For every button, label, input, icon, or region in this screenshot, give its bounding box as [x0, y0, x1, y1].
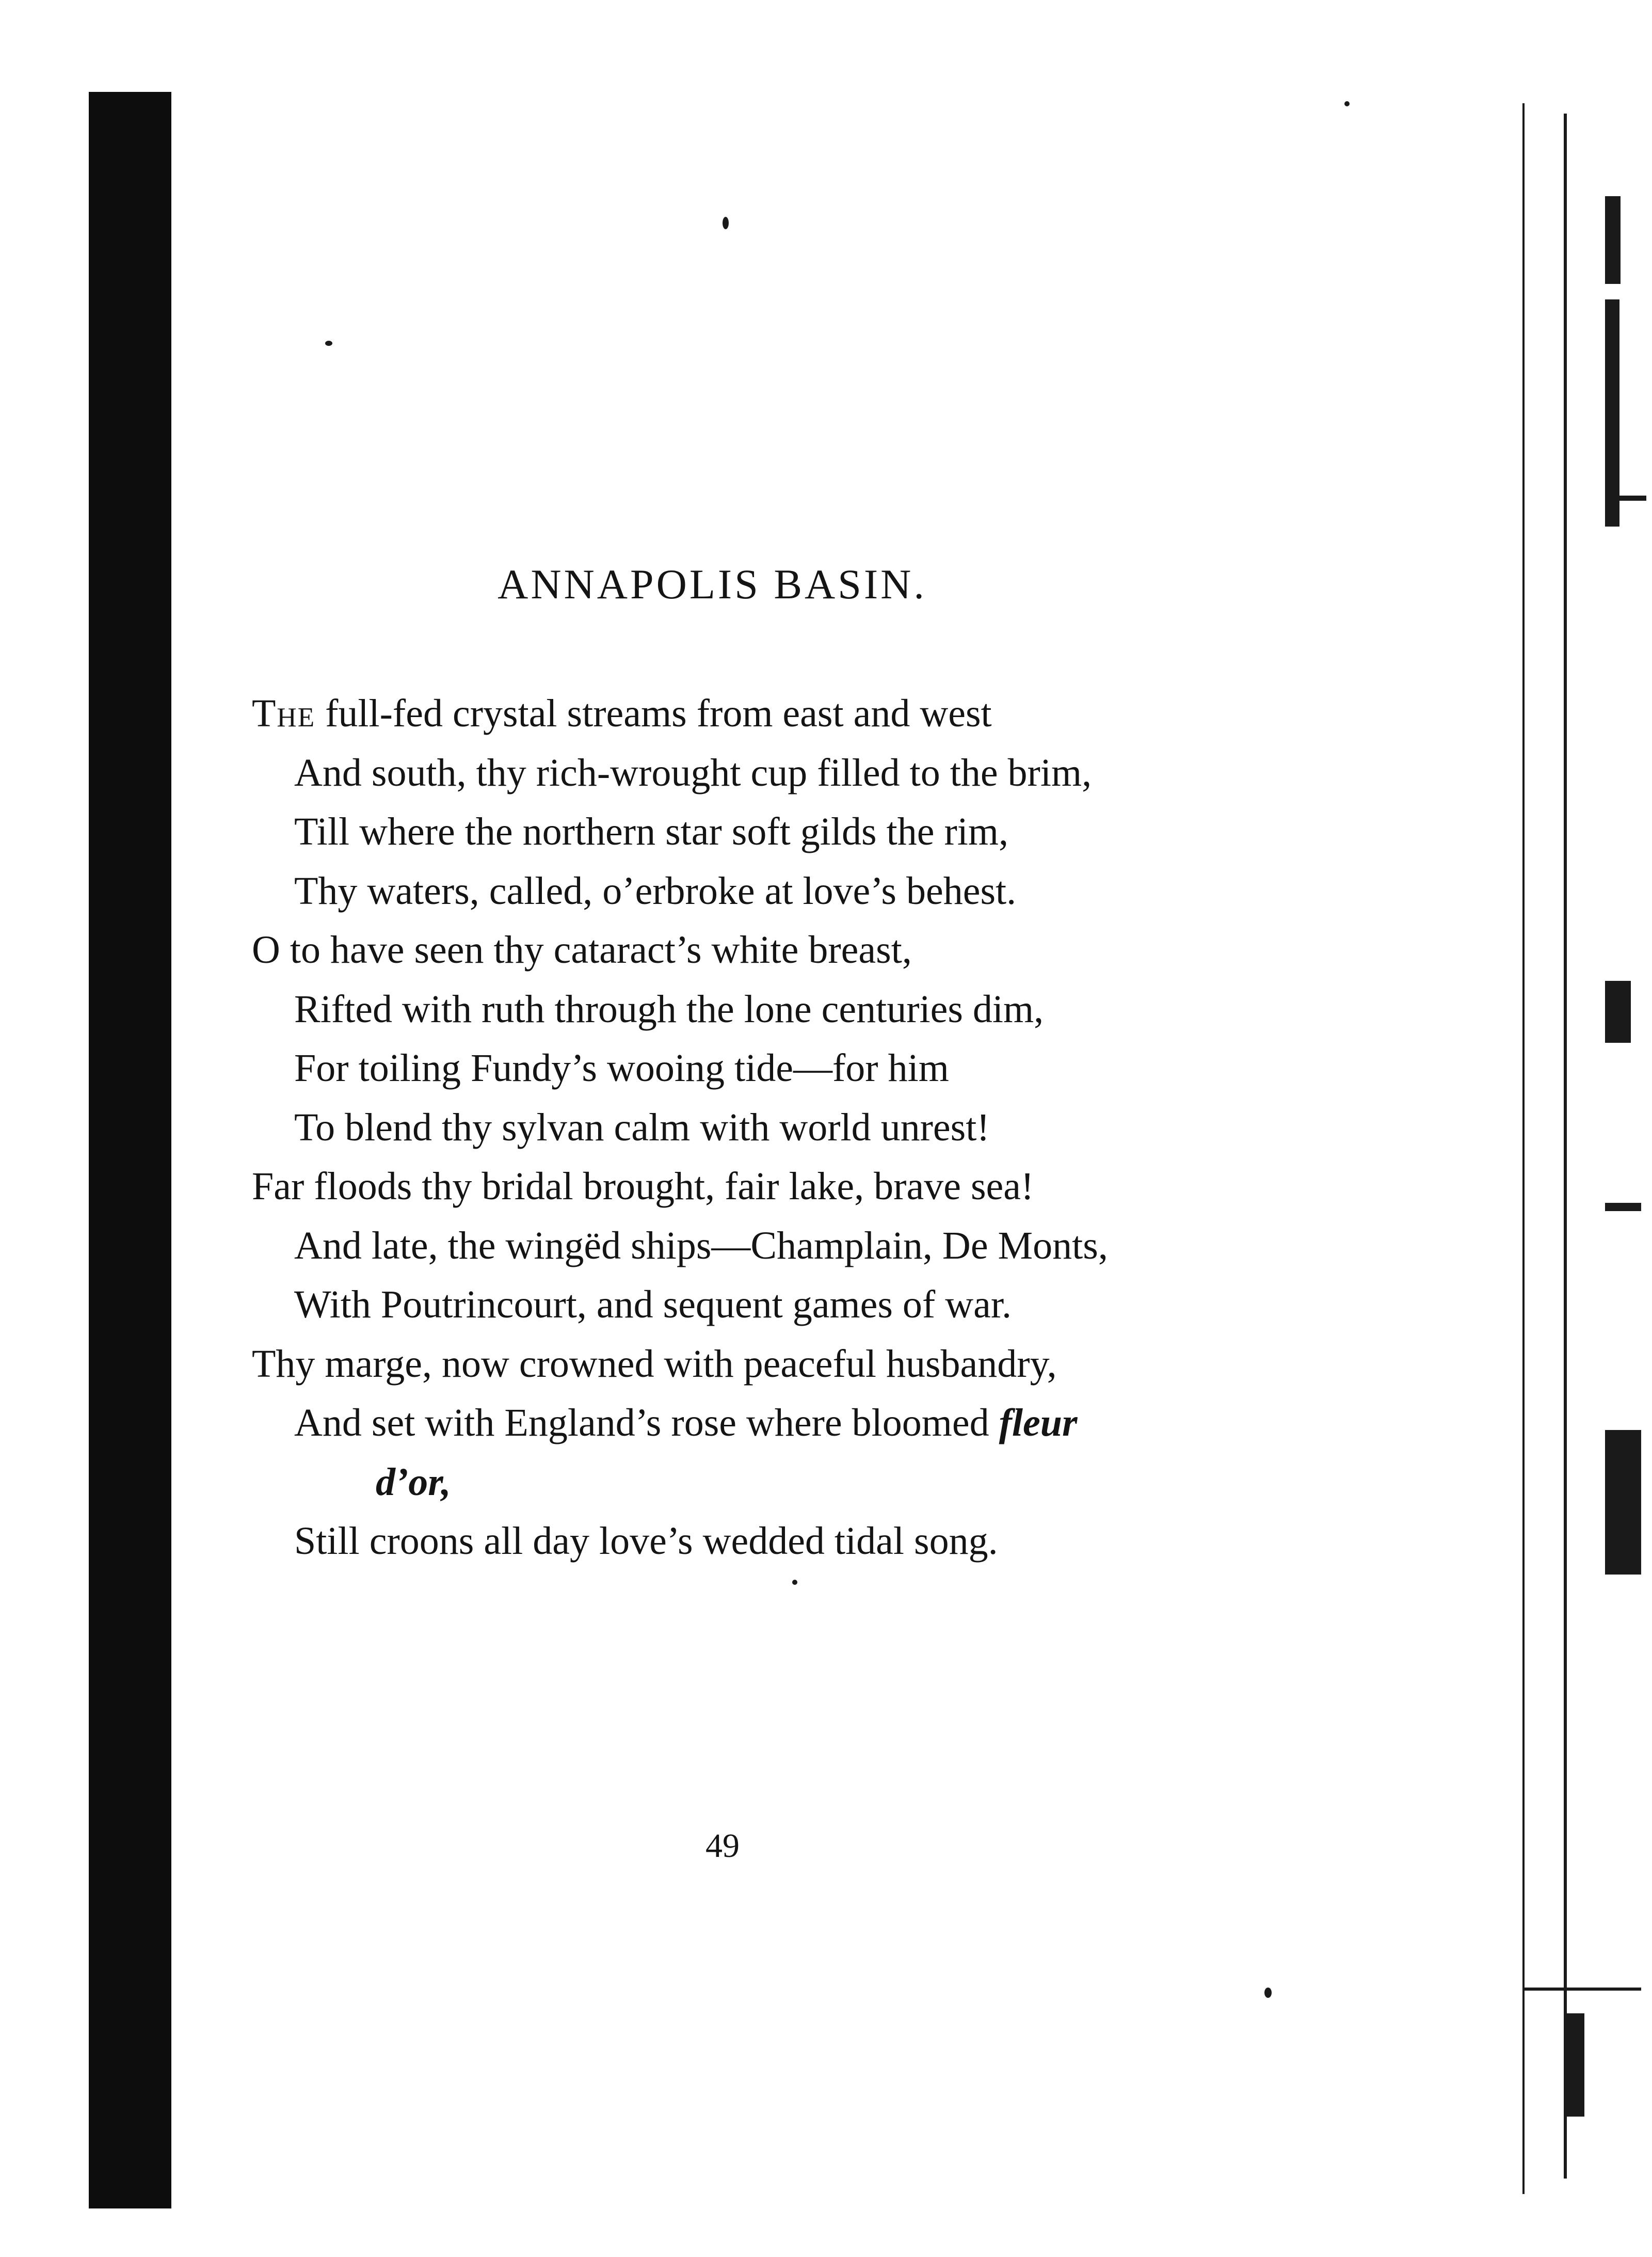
poem-line: Rifted with ruth through the lone centuries dim, — [294, 987, 1044, 1031]
poem-line: For toiling Fundy’s wooing tide—for him — [294, 1046, 949, 1090]
poem-line: And late, the wingëd ships—Champlain, De Monts, — [294, 1223, 1108, 1267]
poem-line — [252, 1393, 1439, 1453]
poem-line: And south, thy rich-wrought cup filled to the brim, — [294, 751, 1092, 794]
poem-line: With Poutrincourt, and sequent games of war. — [294, 1283, 1012, 1326]
poem-line: Thy waters, called, o’erbroke at love’s behest. — [294, 869, 1017, 913]
poem-title: ANNAPOLIS BASIN. — [498, 561, 927, 608]
italic-phrase-continuation: d’or, — [376, 1460, 451, 1504]
poem-line: To blend thy sylvan calm with world unrest! — [294, 1105, 990, 1149]
poem-line: O to have seen thy cataract’s white breast, — [252, 928, 912, 972]
poem-line-text: And set with England’s rose where bloomed — [294, 1401, 999, 1444]
poem-first-word: The — [252, 692, 316, 735]
poem-line — [252, 684, 1439, 743]
poem-line: Till where the northern star soft gilds the rim, — [294, 810, 1008, 853]
page-number: 49 — [705, 1827, 740, 1865]
poem-line: Still croons all day love’s wedded tidal song. — [294, 1519, 998, 1563]
poem-line: Far floods thy bridal brought, fair lake, brave sea! — [252, 1165, 1034, 1208]
adjacent-page-edge — [1522, 103, 1646, 2220]
poem-body — [252, 684, 1439, 1571]
italic-phrase: fleur — [999, 1401, 1078, 1444]
binding-shadow — [89, 92, 171, 2208]
poem-line-text: full-fed crystal streams from east and west — [315, 692, 992, 735]
poem-line: Thy marge, now crowned with peaceful husbandry, — [252, 1342, 1057, 1386]
